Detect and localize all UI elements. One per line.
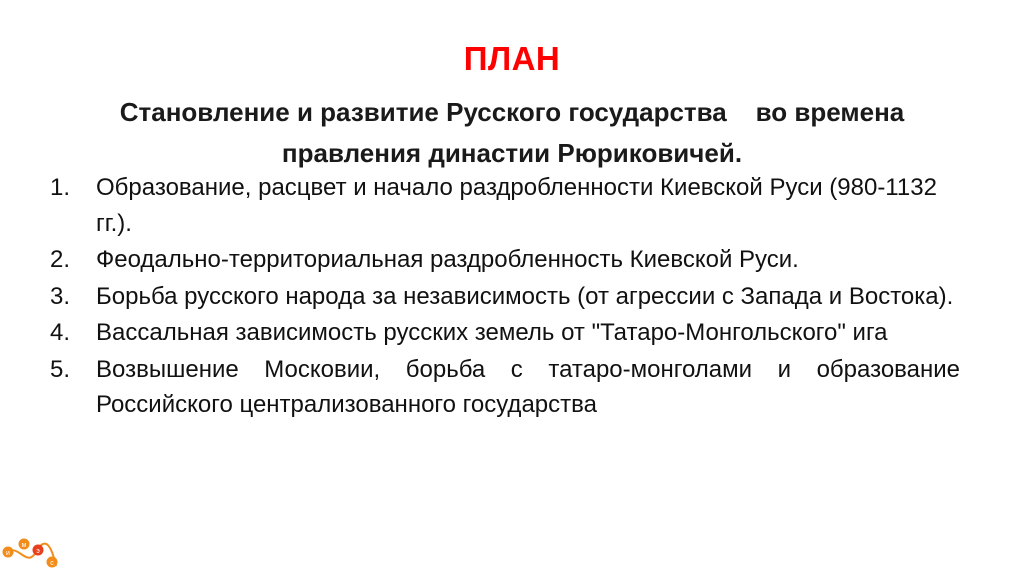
list-item <box>50 242 960 278</box>
list-item-text: Феодально-территориальная раздробленность Киевской Руси. <box>96 246 799 273</box>
slide-title: ПЛАН <box>463 40 561 77</box>
logo-letter: э <box>36 548 40 555</box>
logo-letter: с <box>50 560 54 567</box>
list-item-text: Вассальная зависимость русских земель от "Татаро-Монгольского" ига <box>96 319 888 346</box>
list-item <box>50 170 960 241</box>
list-item-text: Борьба русского народа за независимость (от агрессии с Запада и Востока). <box>96 282 954 310</box>
subtitle-line-2: правления династии Рюриковичей. <box>281 138 743 168</box>
logo-letter: м <box>21 542 27 549</box>
list-item-number: 5. <box>50 355 71 383</box>
list-item <box>50 315 960 351</box>
list-item-number: 3. <box>50 282 71 310</box>
logo-icon <box>2 530 62 574</box>
list-item <box>50 352 960 423</box>
list-item-number: 1. <box>50 174 71 201</box>
list-item-text: Возвышение Московии, борьба с татаро-монголами и образование Российского централизованного государства <box>96 355 960 418</box>
slide-subtitle <box>60 92 964 174</box>
plan-list <box>50 170 960 424</box>
list-item <box>50 279 960 315</box>
subtitle-line-1: Становление и развитие Русского государства во времена <box>119 97 905 127</box>
list-item-number: 2. <box>50 246 71 273</box>
list-item-number: 4. <box>50 319 71 346</box>
list-item-text: Образование, расцвет и начало раздробленности Киевской Руси (980-1132 гг.). <box>96 174 937 237</box>
logo-letter: и <box>6 550 10 557</box>
